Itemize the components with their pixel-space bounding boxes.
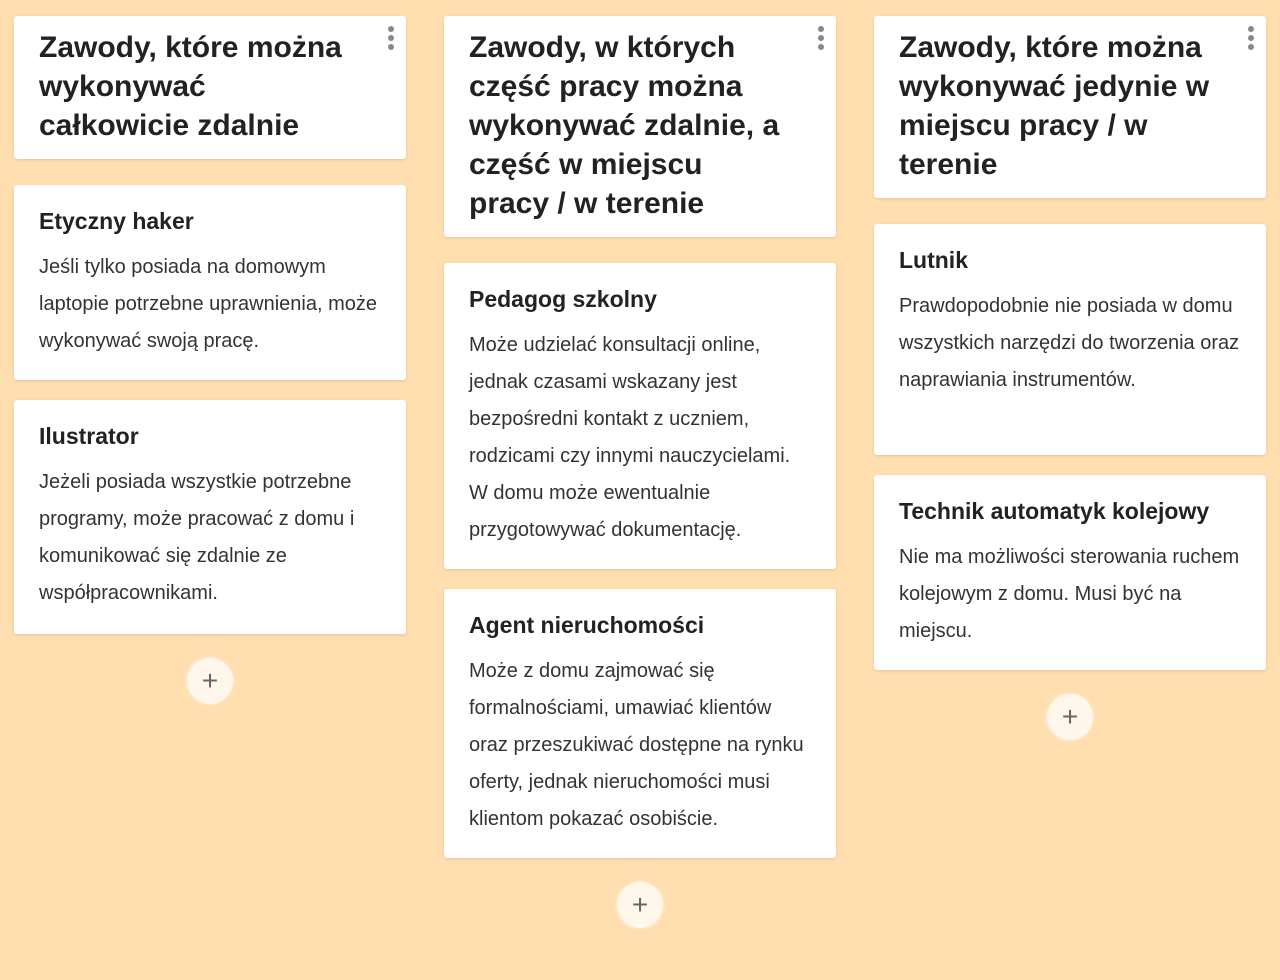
column-header <box>444 16 836 237</box>
post-title: Technik automatyk kolejowy <box>899 498 1210 524</box>
post-body: Prawdopodobnie nie posiada w domu wszystkich narzędzi do tworzenia oraz naprawiania instrumentów. <box>899 295 1240 391</box>
post-card[interactable] <box>14 185 406 380</box>
more-options-icon[interactable] <box>388 26 396 50</box>
add-post-button[interactable]: + <box>617 882 663 928</box>
add-post-button[interactable]: + <box>187 658 233 704</box>
column-title: Zawody, w których część pracy można wykonywać zdalnie, a część w miejscu pracy / w terenie <box>469 31 780 220</box>
post-card[interactable] <box>444 263 836 569</box>
more-options-icon[interactable] <box>818 26 826 50</box>
column-title: Zawody, które można wykonywać całkowicie zdalnie <box>39 31 342 142</box>
post-card[interactable] <box>874 224 1266 455</box>
more-options-icon[interactable] <box>1248 26 1256 50</box>
post-body: Nie ma możliwości sterowania ruchem kolejowym z domu. Musi być na miejscu. <box>899 546 1240 642</box>
column-2 <box>444 16 836 928</box>
column-3 <box>874 16 1266 740</box>
column-header <box>14 16 406 159</box>
post-title: Etyczny haker <box>39 208 194 234</box>
post-body: Może z domu zajmować się formalnościami, umawiać klientów oraz przeszukiwać dostępne na rynku oferty, jednak nieruchomości musi klientom pokazać osobiście. <box>469 660 804 830</box>
column-title: Zawody, które można wykonywać jedynie w miejscu pracy / w terenie <box>899 31 1210 181</box>
post-card[interactable] <box>874 475 1266 670</box>
post-body: Jeżeli posiada wszystkie potrzebne programy, może pracować z domu i komunikować się zdalnie ze współpracownikami. <box>39 471 355 604</box>
post-card[interactable] <box>14 400 406 634</box>
column-1 <box>14 16 406 704</box>
post-card[interactable] <box>444 589 836 858</box>
post-body: Jeśli tylko posiada na domowym laptopie potrzebne uprawnienia, może wykonywać swoją pracę. <box>39 256 377 352</box>
post-title: Pedagog szkolny <box>469 286 657 312</box>
add-post-button[interactable]: + <box>1047 694 1093 740</box>
post-title: Ilustrator <box>39 423 139 449</box>
post-body: Może udzielać konsultacji online, jednak czasami wskazany jest bezpośredni kontakt z uczniem, rodzicami czy innymi nauczycielami. W domu może ewentualnie przygotowywać dokumentację. <box>469 334 791 541</box>
post-title: Agent nieruchomości <box>469 612 705 638</box>
column-header <box>874 16 1266 198</box>
post-title: Lutnik <box>899 247 968 273</box>
